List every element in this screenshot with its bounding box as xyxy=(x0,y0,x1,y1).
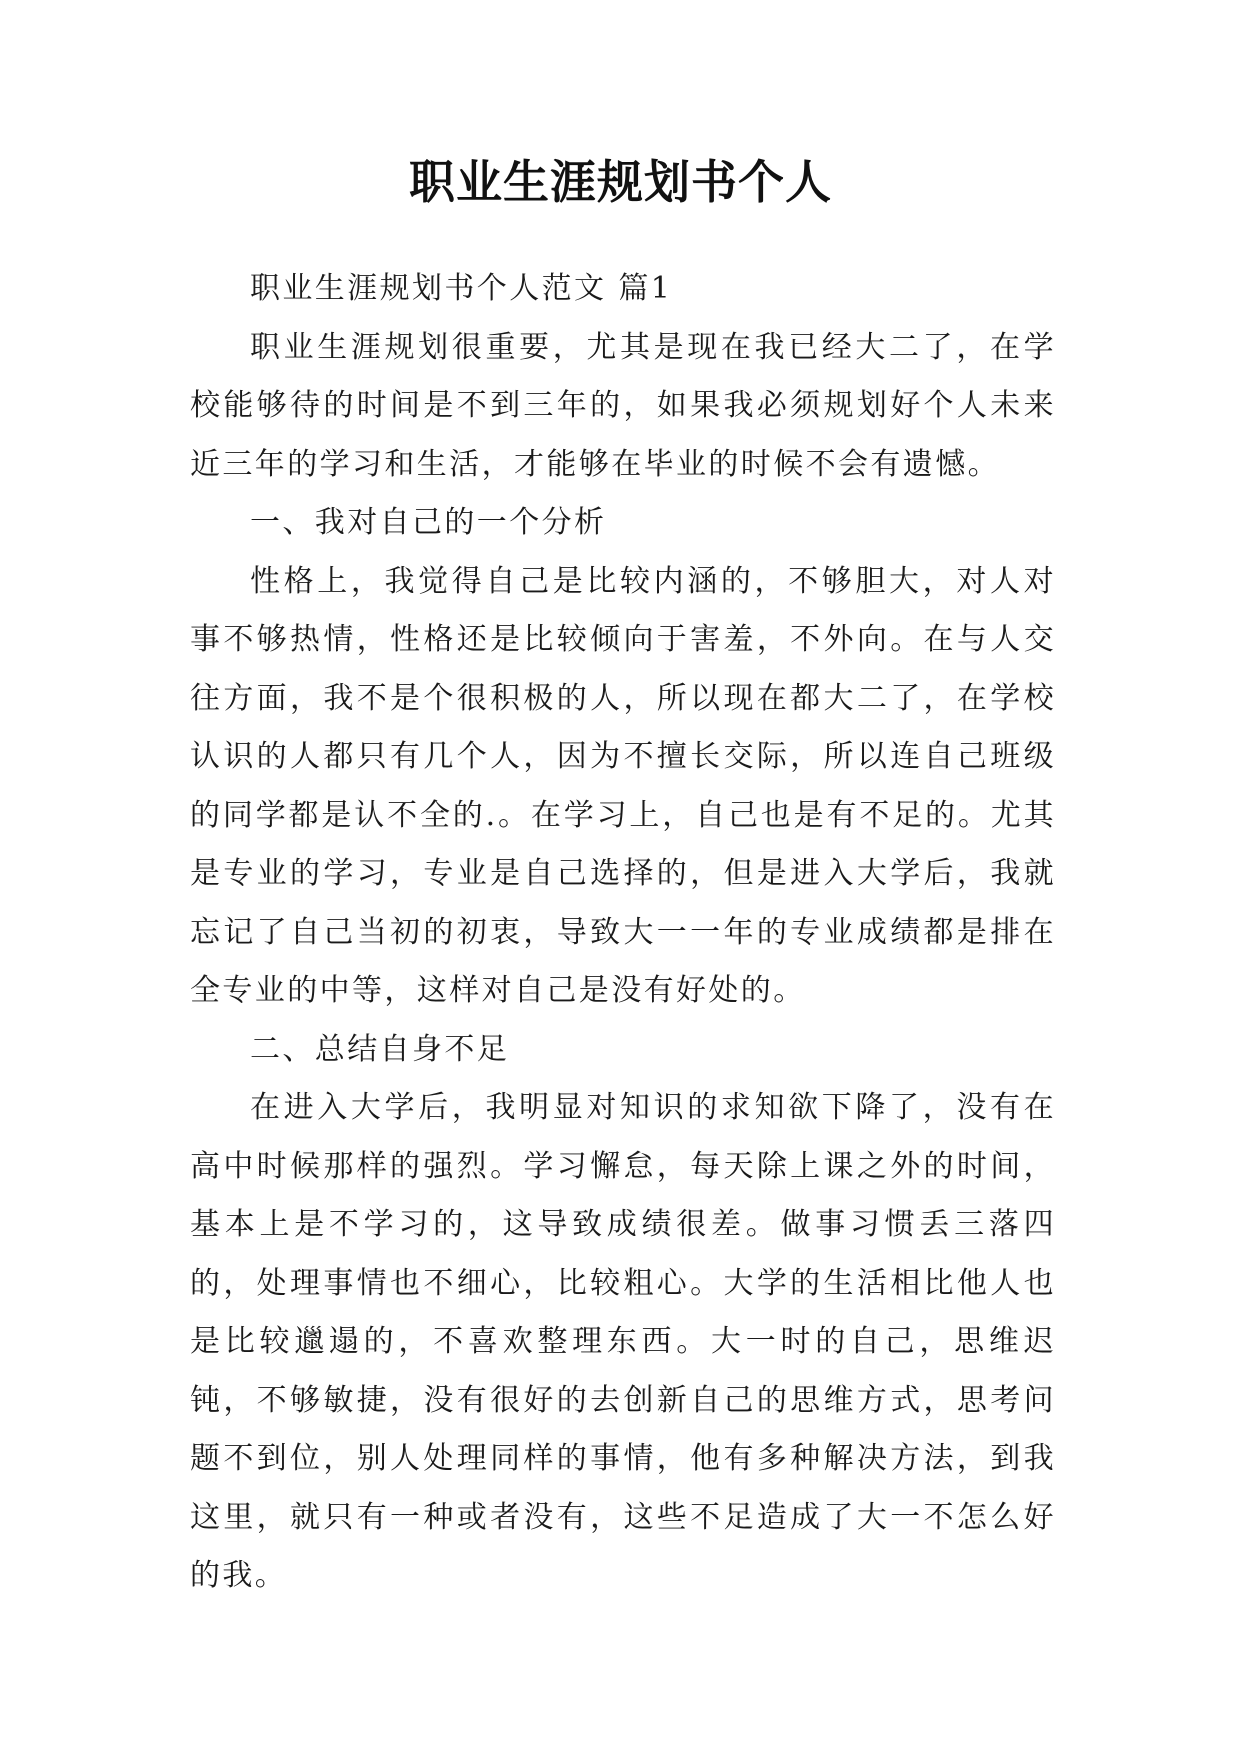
section-heading: 二、总结自身不足 xyxy=(250,1031,510,1067)
page-title: 职业生涯规划书个人 xyxy=(409,155,832,209)
document-body xyxy=(190,260,1056,1606)
body-paragraph: 性格上，我觉得自己是比较内涵的，不够胆大，对人对事不够热情，性格还是比较倾向于害羞，不外向。在与人交往方面，我不是个很积极的人，所以现在都大二了，在学校认识的人都只有几个人，因为不擅长交际，所以连自己班级的同学都是认不全的.。在学习上，自己也是有不足的。尤其是专业的学习，专业是自己选择的，但是进入大学后，我就忘记了自己当初的初衷，导致大一一年的专业成绩都是排在全专业的中等，这样对自己是没有好处的。 xyxy=(190,563,1056,1008)
body-paragraph: 职业生涯规划很重要，尤其是现在我已经大二了，在学校能够待的时间是不到三年的，如果我必须规划好个人未来近三年的学习和生活，才能够在毕业的时候不会有遗憾。 xyxy=(190,329,1056,482)
section-heading: 一、我对自己的一个分析 xyxy=(250,505,607,540)
body-paragraph: 在进入大学后，我明显对知识的求知欲下降了，没有在高中时候那样的强烈。学习懈怠，每天除上课之外的时间，基本上是不学习的，这导致成绩很差。做事习惯丢三落四的，处理事情也不细心，比较粗心。大学的生活相比他人也是比较邋遢的，不喜欢整理东西。大一时的自己，思维迟钝，不够敏捷，没有很好的去创新自己的思维方式，思考问题不到位，别人处理同样的事情，他有多种解决方法，到我这里，就只有一种或者没有，这些不足造成了大一不怎么好的我。 xyxy=(190,1090,1056,1593)
section-heading: 职业生涯规划书个人范文 篇1 xyxy=(250,271,673,306)
